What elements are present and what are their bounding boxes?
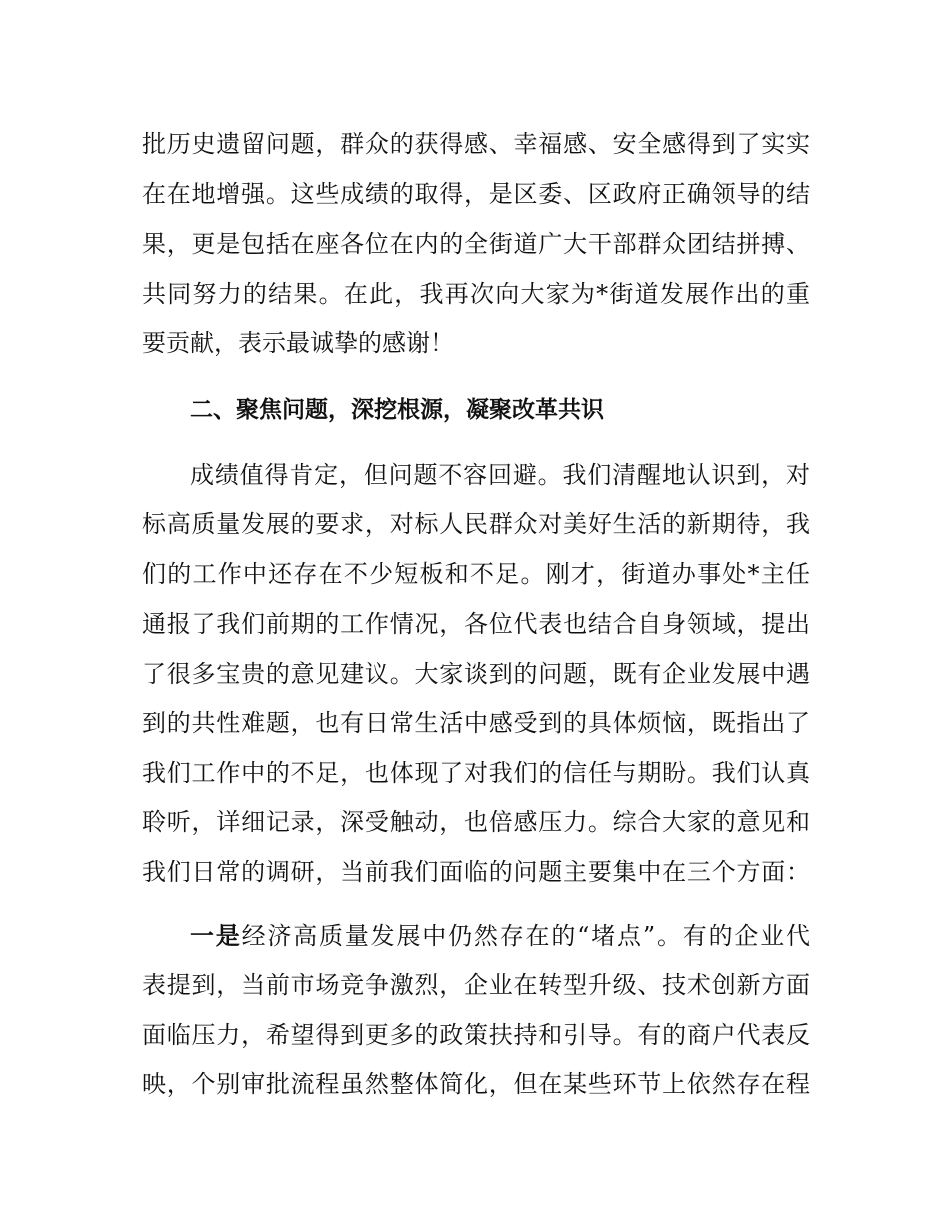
paragraph-2-line-6: 到的共性难题，也有日常生活中感受到的具体烦恼，既指出了 (142, 709, 810, 737)
paragraph-2-line-5: 了很多宝贵的意见建议。大家谈到的问题，既有企业发展中遇 (142, 660, 810, 688)
paragraph-3-first-line-text: 经济高质量发展中仍然存在的“堵点”。有的企业代 (241, 922, 810, 950)
paragraph-3-lead: 一是 (190, 922, 242, 950)
paragraph-2-line-8: 聆听，详细记录，深受触动，也倍感压力。综合大家的意见和 (142, 808, 810, 836)
section-heading: 二、聚焦问题，深挖根源，凝聚改革共识 (190, 397, 604, 423)
paragraph-2-line-9: 我们日常的调研，当前我们面临的问题主要集中在三个方面： (142, 858, 810, 886)
paragraph-1-line-4: 共同努力的结果。在此，我再次向大家为*街道发展作出的重 (142, 280, 810, 308)
paragraph-3-line-2: 表提到，当前市场竞争激烈，企业在转型升级、技术创新方面 (142, 971, 810, 999)
paragraph-2-line-1: 成绩值得肯定，但问题不容回避。我们清醒地认识到，对 (190, 461, 810, 489)
paragraph-3-line-1 (190, 916, 810, 956)
paragraph-2-line-3: 们的工作中还存在不少短板和不足。刚才，街道办事处*主任 (142, 560, 810, 588)
paragraph-1-line-1: 批历史遗留问题，群众的获得感、幸福感、安全感得到了实实 (142, 130, 810, 158)
paragraph-1-line-3: 果，更是包括在座各位在内的全街道广大干部群众团结拼搏、 (142, 230, 810, 258)
paragraph-2-line-2: 标高质量发展的要求，对标人民群众对美好生活的新期待，我 (142, 510, 810, 538)
paragraph-1-line-5: 要贡献，表示最诚挚的感谢！ (142, 329, 454, 357)
paragraph-2-line-7: 我们工作中的不足，也体现了对我们的信任与期盼。我们认真 (142, 759, 810, 787)
paragraph-3-line-3: 面临压力，希望得到更多的政策扶持和引导。有的商户代表反 (142, 1021, 810, 1049)
paragraph-1-line-2: 在在地增强。这些成绩的取得，是区委、区政府正确领导的结 (142, 180, 810, 208)
paragraph-2-line-4: 通报了我们前期的工作情况，各位代表也结合自身领域，提出 (142, 610, 810, 638)
paragraph-3-line-4: 映，个别审批流程虽然整体简化，但在某些环节上依然存在程 (142, 1070, 810, 1098)
